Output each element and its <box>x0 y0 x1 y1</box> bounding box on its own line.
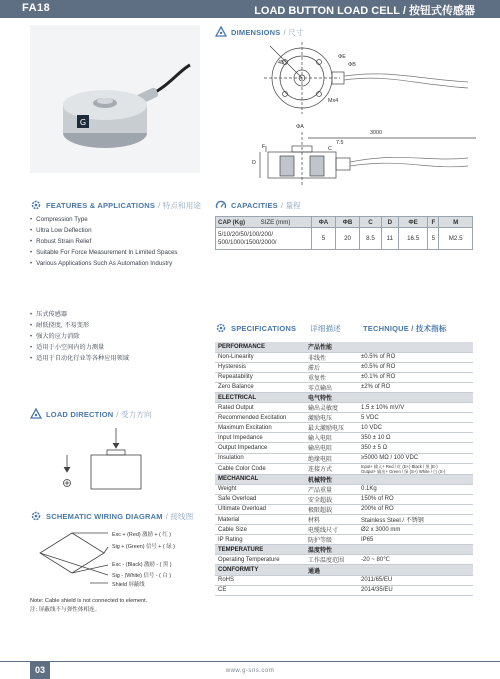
header-bar <box>0 0 500 18</box>
table-cell: 重复性 <box>305 372 358 382</box>
table-cell: 2014/35/EU <box>358 585 473 595</box>
table-cell: ±0.1% of RO <box>358 372 473 382</box>
table-row <box>215 535 473 545</box>
table-cell: Zero Balance <box>215 382 305 392</box>
list-item: • Various Applications Such As Automation Industry <box>30 258 178 269</box>
dim-phie-label: ΦE <box>338 54 346 60</box>
table-cell: ±0.5% of RO <box>358 362 473 372</box>
table-cell: ±0.5% of RO <box>358 352 473 362</box>
table-cell: CE <box>215 585 305 595</box>
table-row <box>215 565 473 575</box>
table-cell: 5 <box>428 228 439 250</box>
capacity-table <box>215 216 473 250</box>
table-cell: 1.5 ± 10% mV/V <box>358 403 473 413</box>
dim-angle-label: 45° <box>278 60 287 66</box>
table-row <box>216 228 473 250</box>
table-cell: 工作温度范围 <box>305 555 358 565</box>
list-item: • Compression Type <box>30 214 178 225</box>
table-cell: 电气特性 <box>305 392 358 402</box>
table-cell: 非线性 <box>305 352 358 362</box>
table-header-cell: ΦE <box>398 217 428 228</box>
table-cell: IP Rating <box>215 535 305 545</box>
table-row <box>215 352 473 362</box>
table-row <box>215 362 473 372</box>
table-cell: 5/10/20/50/100/200/ 500/1000/1500/2000/ <box>216 228 312 250</box>
table-row <box>215 392 473 402</box>
table-cell: Insulation <box>215 453 305 463</box>
dim-f-label: F <box>262 144 266 150</box>
table-row <box>215 443 473 453</box>
gear-icon <box>30 510 42 522</box>
table-cell <box>358 342 473 352</box>
product-photo <box>30 25 200 173</box>
table-cell <box>305 585 358 595</box>
table-cell: Cable Size <box>215 525 305 535</box>
list-item: • 强大的应力消除 <box>30 331 129 342</box>
table-cell: 通過 <box>305 565 358 575</box>
table-cell: M2.5 <box>439 228 473 250</box>
list-item: • 适用于小空间内的力测量 <box>30 342 129 353</box>
table-cell: 最大激励电压 <box>305 423 358 433</box>
dimensions-heading: DIMENSIONS / 尺寸 <box>215 26 303 38</box>
cable-note: Note: Cable shield is not connected to element. 注: 屏蔽线不与弹性体相连。 <box>30 598 148 613</box>
dim-mx4-label: Mx4 <box>328 98 339 104</box>
svg-text:G: G <box>79 118 87 127</box>
dim-c-label: C <box>328 146 332 152</box>
table-row <box>216 217 473 228</box>
table-header-cell: C <box>360 217 382 228</box>
model-name: FA18 <box>22 2 51 14</box>
table-cell: Operating Temperature <box>215 555 305 565</box>
table-header-cell: M <box>439 217 473 228</box>
table-row <box>215 484 473 494</box>
table-cell: Non-Linearity <box>215 352 305 362</box>
table-row <box>215 423 473 433</box>
table-header-cell: F <box>428 217 439 228</box>
table-row <box>215 585 473 595</box>
table-cell: 产品性能 <box>305 342 358 352</box>
table-cell: ±2% of RO <box>358 382 473 392</box>
table-cell: Stainless Steel / 不锈钢 <box>358 515 473 525</box>
table-cell: Ø2 x 3000 mm <box>358 525 473 535</box>
table-cell: Cable Color Code <box>215 463 305 474</box>
table-cell: IP65 <box>358 535 473 545</box>
list-item: • 适用于自动化行业等各种应用领域 <box>30 353 129 364</box>
wire-sig-minus: Sig - (White) 信号 - ( 白 ) <box>112 573 171 579</box>
gear-icon <box>215 322 227 334</box>
table-cell: Weight <box>215 484 305 494</box>
table-cell: Output Impedance <box>215 443 305 453</box>
table-cell: 极限超载 <box>305 504 358 514</box>
wire-shield: Shield 屏蔽线 <box>112 582 145 588</box>
gauge-icon <box>215 199 227 211</box>
table-cell: 输入电阻 <box>305 433 358 443</box>
website-link[interactable]: www.g-sns.com <box>225 668 275 674</box>
dim-phia-label: ΦA <box>296 124 304 130</box>
table-row <box>215 403 473 413</box>
table-row <box>215 453 473 463</box>
table-row <box>215 555 473 565</box>
dim-c-value-label: 7.5 <box>336 140 344 146</box>
load-direction-heading: LOAD DIRECTION / 受力方向 <box>30 408 152 420</box>
wiring-heading: SCHEMATIC WIRING DIAGRAM / 接线图 <box>30 510 193 522</box>
table-cell: 0.1Kg <box>358 484 473 494</box>
table-row <box>215 515 473 525</box>
table-header-cell: ΦB <box>336 217 360 228</box>
table-cell: Rated Output <box>215 403 305 413</box>
table-cell: 11 <box>381 228 398 250</box>
table-cell: 连接方式 <box>305 463 358 474</box>
table-cell <box>358 545 473 555</box>
table-cell: 产品重量 <box>305 484 358 494</box>
table-cell <box>358 474 473 484</box>
table-cell: 350 ± 5 Ω <box>358 443 473 453</box>
table-cell <box>358 392 473 402</box>
table-cell: 16.5 <box>398 228 428 250</box>
table-cell: PERFORMANCE <box>215 342 305 352</box>
table-row <box>215 504 473 514</box>
table-header-cell: CAP (Kg) SIZE (mm) <box>216 217 312 228</box>
table-cell: TEMPERATURE <box>215 545 305 555</box>
table-cell: Hysteresis <box>215 362 305 372</box>
table-row <box>215 494 473 504</box>
table-cell: Input Impedance <box>215 433 305 443</box>
specifications-heading: SPECIFICATIONS 详细描述 TECHNIQUE / 技术指标 <box>215 322 473 334</box>
list-item: • 耐低挠度, 不易变形 <box>30 320 129 331</box>
dim-phib-label: ΦB <box>348 62 356 68</box>
list-item: • Robust Strain Relief <box>30 236 178 247</box>
table-cell: 材料 <box>305 515 358 525</box>
dim-length-label: 3000 <box>370 130 382 136</box>
table-row <box>215 525 473 535</box>
table-cell: 8.5 <box>360 228 382 250</box>
table-cell: 5 <box>312 228 336 250</box>
ruler-icon <box>30 408 42 420</box>
table-cell: RoHS <box>215 575 305 585</box>
table-cell: 安全超载 <box>305 494 358 504</box>
table-cell: 温度特性 <box>305 545 358 555</box>
load-direction-diagram <box>55 425 165 495</box>
table-cell: Ultimate Overload <box>215 504 305 514</box>
table-cell: 350 ± 10 Ω <box>358 433 473 443</box>
table-cell: Maximum Excitation <box>215 423 305 433</box>
table-row <box>215 342 473 352</box>
list-item: • 压式传感器 <box>30 309 129 320</box>
specifications-table <box>215 342 473 596</box>
table-cell: 输出电阻 <box>305 443 358 453</box>
dim-d-label: D <box>252 160 256 166</box>
table-cell: 5 VDC <box>358 413 473 423</box>
table-cell: -20 ~ 80℃ <box>358 555 473 565</box>
table-cell: 10 VDC <box>358 423 473 433</box>
table-header-cell: D <box>381 217 398 228</box>
table-row <box>215 463 473 474</box>
footer-line <box>0 661 500 662</box>
page-number: 03 <box>30 662 50 679</box>
table-cell: Recommended Excitation <box>215 413 305 423</box>
table-cell: 电缆线尺寸 <box>305 525 358 535</box>
table-cell: 滞后 <box>305 362 358 372</box>
wire-exc-plus: Exc + (Red) 激励 + ( 红 ) <box>112 532 172 538</box>
dimension-drawing <box>240 40 480 190</box>
table-cell: 200% of RO <box>358 504 473 514</box>
table-cell: 2011/65/EU <box>358 575 473 585</box>
table-cell: 150% of RO <box>358 494 473 504</box>
table-cell <box>358 565 473 575</box>
table-row <box>215 372 473 382</box>
table-cell: Safe Overload <box>215 494 305 504</box>
features-list-cn <box>30 309 129 364</box>
table-cell: ≥5000 MΩ / 100 VDC <box>358 453 473 463</box>
wiring-diagram <box>30 525 210 590</box>
table-cell: Input+ 输入+ Red / 红 (E+) Black / 黑 (E-) Output+ 输出+ Green / 绿 (S+) White / 白 (S-) <box>358 463 473 474</box>
table-row <box>215 545 473 555</box>
table-cell: 激励电压 <box>305 413 358 423</box>
features-list-en <box>30 214 178 269</box>
table-cell: 机械特性 <box>305 474 358 484</box>
ruler-icon <box>215 26 227 38</box>
table-cell <box>305 575 358 585</box>
table-row <box>215 433 473 443</box>
table-cell: CONFORMITY <box>215 565 305 575</box>
table-row <box>215 413 473 423</box>
table-row <box>215 474 473 484</box>
table-cell: Repeatability <box>215 372 305 382</box>
gear-icon <box>30 199 42 211</box>
table-cell: MECHANICAL <box>215 474 305 484</box>
wire-exc-minus: Exc - (Black) 激励 - ( 黑 ) <box>112 562 172 568</box>
table-cell: 防护等级 <box>305 535 358 545</box>
table-cell: 零点输出 <box>305 382 358 392</box>
table-header-cell: ΦA <box>312 217 336 228</box>
list-item: • Suitable For Force Measurement In Limited Spaces <box>30 247 178 258</box>
table-cell: 输出灵敏度 <box>305 403 358 413</box>
features-heading: FEATURES & APPLICATIONS / 特点和用途 <box>30 199 201 211</box>
capacities-heading: CAPACITIES / 量程 <box>215 199 301 211</box>
table-cell: 20 <box>336 228 360 250</box>
table-row <box>215 382 473 392</box>
table-row <box>215 575 473 585</box>
table-cell: ELECTRICAL <box>215 392 305 402</box>
page-title: LOAD BUTTON LOAD CELL / 按钮式传感器 <box>254 5 475 17</box>
table-cell: 绝缘电阻 <box>305 453 358 463</box>
wire-sig-plus: Sig + (Green) 信号 + ( 绿 ) <box>112 544 175 550</box>
table-cell: Material <box>215 515 305 525</box>
list-item: • Ultra Low Deflection <box>30 225 178 236</box>
